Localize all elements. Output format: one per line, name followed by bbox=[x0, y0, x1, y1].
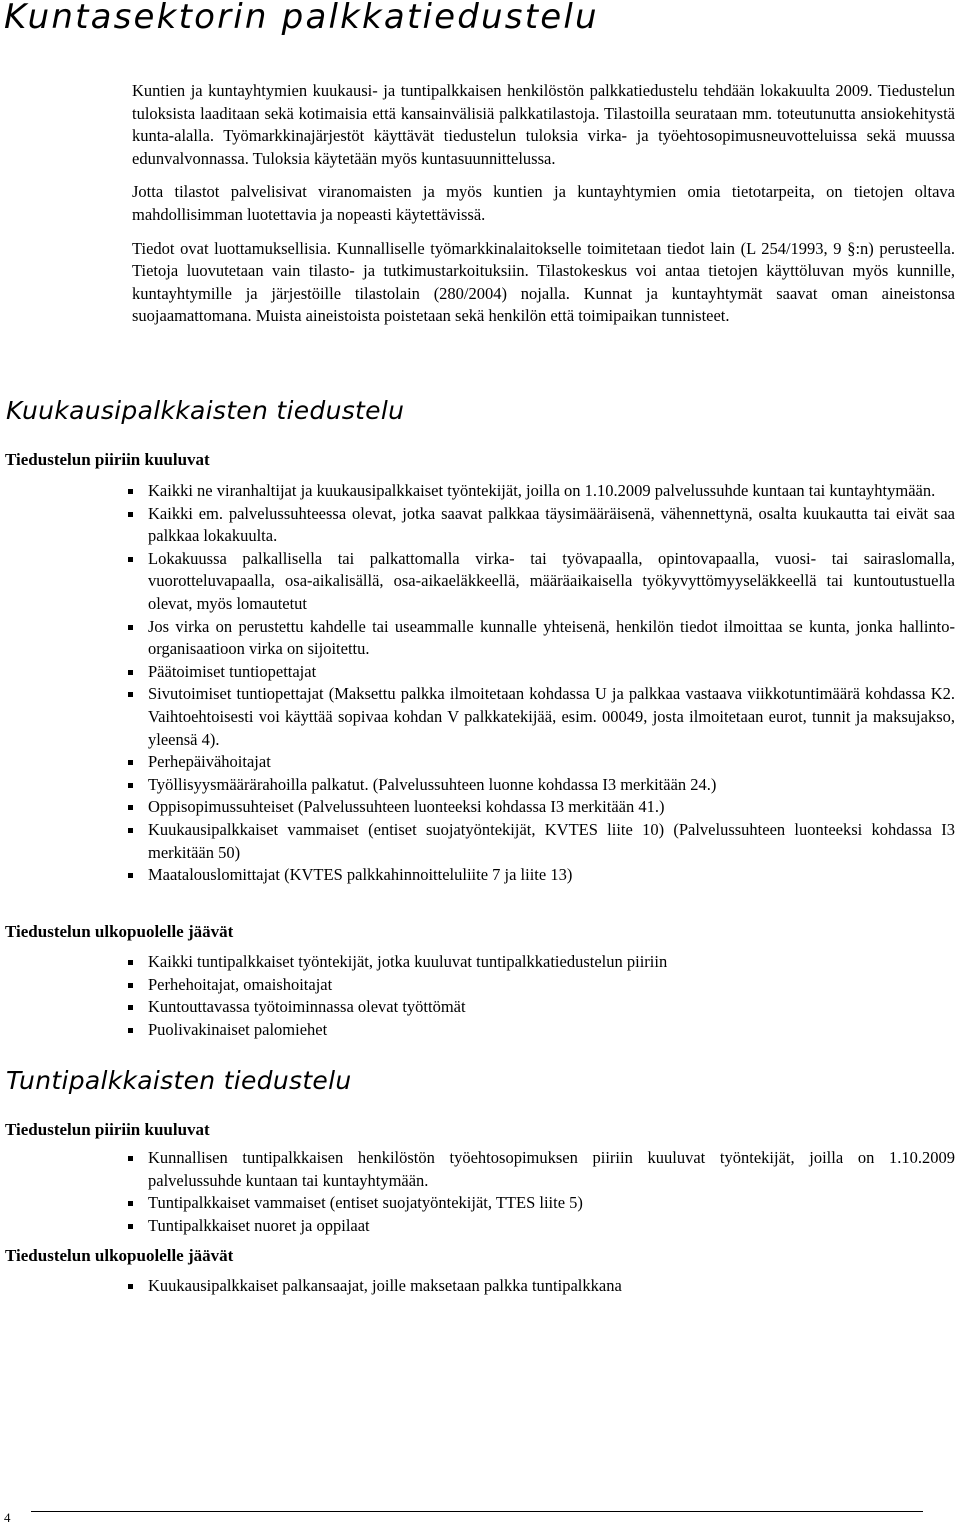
bullet-icon bbox=[128, 489, 133, 494]
footer-rule bbox=[31, 1511, 923, 1512]
monthly-included-heading: Tiedustelun piiriin kuuluvat bbox=[5, 450, 210, 469]
list-item-text: Kaikki tuntipalkkaiset työntekijät, jotka kuuluvat tuntipalkkatiedustelun piiriin bbox=[148, 952, 668, 971]
list-item-text: Työllisyysmäärärahoilla palkatut. (Palvelussuhteen luonne kohdassa I3 merkitään 24.) bbox=[148, 774, 717, 794]
bullet-icon bbox=[128, 960, 133, 965]
list-item bbox=[125, 1215, 955, 1238]
list-item-text: Sivutoimiset tuntiopettajat (Maksettu palkka ilmoitetaan kohdassa U ja palkkaa vastaava viikkotuntimäärä kohdassa K2. Vaihtoehtoisesti voi käyttää sopivaa kohdan V palkkatekijää, esim. 00049, josta ilmoitetaan eurot, tunnit ja maksujakso, yleensä 4). bbox=[148, 684, 955, 749]
bullet-icon bbox=[128, 1156, 133, 1161]
list-item bbox=[125, 616, 955, 661]
hourly-survey-heading: Tuntipalkkaisten tiedustelu bbox=[6, 1066, 352, 1095]
monthly-included-list bbox=[125, 480, 955, 887]
hourly-included-heading: Tiedustelun piiriin kuuluvat bbox=[5, 1120, 210, 1139]
list-item-text: Lokakuussa palkallisella tai palkattomalla virka- tai työvapaalla, opintovapaalla, vuosi- tai sairaslomalla, vuorotteluvapaalla, osa-aikalisällä, osa-aikaeläkkeellä, määräaikaisella työkyvyttömyyseläkkeellä tai kuntoutustuella olevat, myös lomautetut bbox=[148, 548, 955, 613]
list-item-text: Perhepäivähoitajat bbox=[148, 752, 271, 772]
bullet-icon bbox=[128, 512, 133, 517]
list-item bbox=[125, 864, 955, 887]
list-item-text: Tuntipalkkaiset vammaiset (entiset suojatyöntekijät, TTES liite 5) bbox=[148, 1193, 583, 1213]
bullet-icon bbox=[128, 1005, 133, 1010]
hourly-excluded-list bbox=[125, 1275, 955, 1298]
list-item-text: Oppisopimussuhteiset (Palvelussuhteen luonteeksi kohdassa I3 merkitään 41.) bbox=[148, 797, 665, 817]
list-item bbox=[125, 751, 955, 774]
bullet-icon bbox=[128, 873, 133, 878]
bullet-icon bbox=[128, 557, 133, 562]
list-item bbox=[125, 1019, 955, 1042]
page-title: Kuntasektorin palkkatiedustelu bbox=[4, 0, 599, 37]
list-item-text: Tuntipalkkaiset nuoret ja oppilaat bbox=[148, 1215, 370, 1235]
bullet-icon bbox=[128, 783, 133, 788]
list-item bbox=[125, 1147, 955, 1192]
list-item bbox=[125, 1275, 955, 1298]
list-item-text: Kuukausipalkkaiset vammaiset (entiset suojatyöntekijät, KVTES liite 10) (Palvelussuhteen luonteeksi kohdassa I3 merkitään 50) bbox=[148, 819, 955, 862]
list-item bbox=[125, 774, 955, 797]
intro-paragraph-1: Kuntien ja kuntayhtymien kuukausi- ja tuntipalkkaisen henkilöstön palkkatiedustelu tehdään lokakuulta 2009. Tiedustelun tuloksista laaditaan sekä kotimaisia että kansainvälisiä palkkatilastoja. Tilastoilla seurataan mm. toteutunutta ansiokehitystä kunta-alalla. Työmarkkinajärjestöt käyttävät tiedustelun tuloksia virka- ja työehtosopimusneuvotteluissa sekä muussa edunvalvonnassa. Tuloksia käytetään myös kuntasuunnittelussa. bbox=[132, 81, 955, 168]
list-item-text: Jos virka on perustettu kahdelle tai useammalle kunnalle yhteisenä, henkilön tiedot ilmoittaa se kunta, jonka hallinto-organisaatioon virka on sijoitettu. bbox=[148, 616, 955, 659]
bullet-icon bbox=[128, 692, 133, 697]
list-item bbox=[125, 996, 955, 1019]
list-item-text: Kunnallisen tuntipalkkaisen henkilöstön työehtosopimuksen piiriin kuuluvat työntekijät, joilla on 1.10.2009 palvelussuhde kuntaan tai kuntayhtymään. bbox=[148, 1148, 955, 1190]
list-item-text: Päätoimiset tuntiopettajat bbox=[148, 661, 317, 681]
list-item bbox=[125, 503, 955, 548]
list-item bbox=[125, 796, 955, 819]
list-item bbox=[125, 661, 955, 684]
list-item-text: Kaikki em. palvelussuhteessa olevat, jotka saavat palkkaa täysimääräisenä, vähennettynä, osalta kuukautta tai eivät saa palkkaa lokakuulta. bbox=[148, 503, 955, 546]
list-item bbox=[125, 951, 955, 974]
bullet-icon bbox=[128, 1201, 133, 1206]
hourly-excluded-heading: Tiedustelun ulkopuolelle jäävät bbox=[5, 1246, 234, 1265]
list-item bbox=[125, 480, 955, 503]
bullet-icon bbox=[128, 1284, 133, 1289]
bullet-icon bbox=[128, 828, 133, 833]
monthly-survey-heading: Kuukausipalkkaisten tiedustelu bbox=[6, 396, 405, 425]
intro-section bbox=[132, 80, 955, 328]
list-item-text: Kuukausipalkkaiset palkansaajat, joille maksetaan palkka tuntipalkkana bbox=[148, 1276, 622, 1295]
list-item-text: Kuntouttavassa työtoiminnassa olevat työttömät bbox=[148, 997, 466, 1017]
list-item-text: Perhehoitajat, omaishoitajat bbox=[148, 974, 333, 994]
list-item bbox=[125, 683, 955, 751]
bullet-icon bbox=[128, 1028, 133, 1033]
monthly-excluded-heading: Tiedustelun ulkopuolelle jäävät bbox=[5, 922, 234, 941]
bullet-icon bbox=[128, 983, 133, 988]
bullet-icon bbox=[128, 625, 133, 630]
intro-paragraph-2: Jotta tilastot palvelisivat viranomaisten ja myös kuntien ja kuntayhtymien omia tietotarpeita, on tietojen oltava mahdollisimman luotettavia ja nopeasti käytettävissä. bbox=[132, 182, 955, 224]
monthly-excluded-list bbox=[125, 951, 955, 1041]
list-item bbox=[125, 548, 955, 616]
list-item bbox=[125, 819, 955, 864]
list-item-text: Puolivakinaiset palomiehet bbox=[148, 1019, 328, 1039]
bullet-icon bbox=[128, 670, 133, 675]
list-item bbox=[125, 1192, 955, 1215]
bullet-icon bbox=[128, 1224, 133, 1229]
bullet-icon bbox=[128, 805, 133, 810]
list-item-text: Kaikki ne viranhaltijat ja kuukausipalkkaiset työntekijät, joilla on 1.10.2009 palvelussuhde kuntaan tai kuntayhtymään. bbox=[148, 481, 936, 500]
bullet-icon bbox=[128, 760, 133, 765]
page-number: 4 bbox=[4, 1510, 11, 1525]
list-item-text: Maatalouslomittajat (KVTES palkkahinnoitteluliite 7 ja liite 13) bbox=[148, 865, 573, 885]
hourly-included-list bbox=[125, 1147, 955, 1237]
list-item bbox=[125, 974, 955, 997]
intro-paragraph-3: Tiedot ovat luottamuksellisia. Kunnalliselle työmarkkinalaitokselle toimitetaan tiedot lain (L 254/1993, 9 §:n) perusteella. Tietoja luovutetaan vain tilasto- ja tutkimustarkoituksiin. Tilastokeskus voi antaa tietojen käyttöluvan myös kunnille, kuntayhtymille ja järjestöille tilastolain (280/2004) nojalla. Kunnat ja kuntayhtymät saavat oman aineistonsa suojaamattomana. Muista aineistoista poistetaan sekä henkilön että toimipaikan tunnisteet. bbox=[132, 238, 955, 326]
